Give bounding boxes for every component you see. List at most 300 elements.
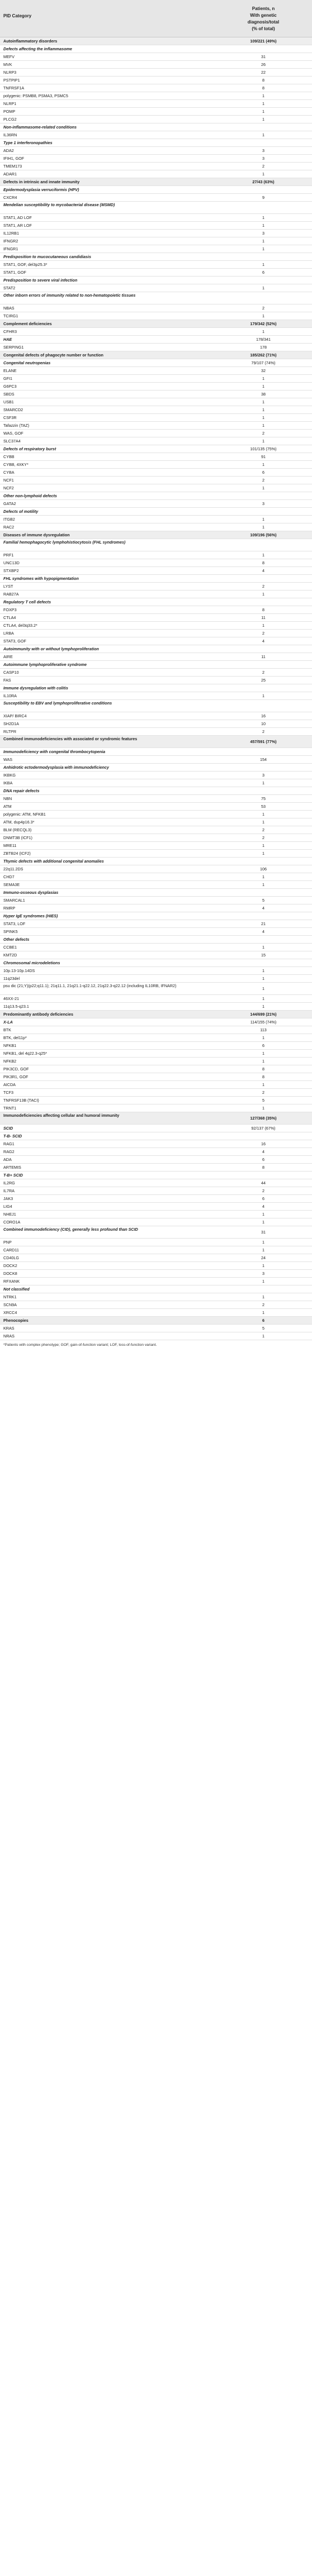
- row-label: STAT3, LOF: [3, 921, 26, 926]
- row-label: 46XX-21: [3, 996, 19, 1001]
- row-value: 10: [261, 721, 266, 726]
- row-value: 1: [262, 1035, 264, 1040]
- row-value: 22: [261, 70, 266, 75]
- row-label: STAT3, GOF: [3, 639, 26, 644]
- row-value: 1: [262, 223, 264, 228]
- gene-row: [0, 500, 312, 508]
- row-label: STXBP2: [3, 568, 19, 573]
- row-value: 38: [261, 392, 266, 397]
- row-value: 127/368 (35%): [250, 1116, 277, 1121]
- row-label: Defects in intrinsic and innate immunity: [3, 179, 80, 184]
- row-label: PLCG2: [3, 117, 17, 122]
- row-value: 1: [262, 968, 264, 973]
- row-label: Non-inflammasome-related conditions: [3, 125, 77, 130]
- row-label: NCF1: [3, 478, 14, 483]
- row-label: Other non-lymphoid defects: [3, 493, 57, 498]
- gene-row: [0, 795, 312, 803]
- row-label: XRCC4: [3, 1310, 17, 1315]
- gene-row: [0, 842, 312, 850]
- gene-row: [0, 1239, 312, 1246]
- row-value: 114/155 (74%): [250, 1020, 277, 1025]
- row-label: AICDA: [3, 1082, 16, 1087]
- row-label: TCIRG1: [3, 313, 18, 318]
- subcategory-row: [0, 139, 312, 147]
- subcategory-row: [0, 661, 312, 669]
- category-row: [0, 1317, 312, 1325]
- row-value: 53: [261, 804, 266, 809]
- row-label: Immunodeficiency with congenital thrombocytopenia: [3, 749, 106, 754]
- row-label: NRAS: [3, 1334, 15, 1339]
- subcategory-row: [0, 539, 312, 551]
- row-value: 26: [261, 62, 266, 67]
- row-value: 1: [262, 1082, 264, 1087]
- gene-row: [0, 873, 312, 881]
- row-value: 1: [262, 215, 264, 220]
- row-value: 1: [262, 101, 264, 106]
- row-value: 6: [262, 270, 264, 275]
- row-label: XIAP/ BIRC4: [3, 713, 27, 718]
- category-row: [0, 320, 312, 328]
- row-value: 2: [262, 827, 264, 832]
- row-label: MEFV: [3, 54, 15, 59]
- row-label: GFI1: [3, 376, 12, 381]
- patients-header-line2: With genetic: [250, 13, 277, 18]
- row-label: Defects of respiratory burst: [3, 446, 56, 451]
- gene-row: [0, 1262, 312, 1270]
- row-value: 109/196 (56%): [250, 532, 277, 537]
- row-label: CFHR3: [3, 329, 17, 334]
- row-label: MVK: [3, 62, 12, 67]
- row-label: IFNGR2: [3, 239, 18, 244]
- row-label: CARD11: [3, 1247, 19, 1253]
- gene-row: [0, 131, 312, 139]
- gene-row: [0, 92, 312, 100]
- subcategory-row: [0, 889, 312, 897]
- gene-row: [0, 1042, 312, 1050]
- row-value: 3: [262, 231, 264, 236]
- gene-row: [0, 803, 312, 811]
- gene-row: [0, 406, 312, 414]
- gene-row: [0, 865, 312, 873]
- row-label: Immunodeficiencies affecting cellular and humoral immunity: [3, 1113, 120, 1118]
- row-label: Not classified: [3, 1287, 30, 1292]
- subcategory-row: [0, 700, 312, 712]
- row-label: KRAS: [3, 1326, 15, 1331]
- table-body: [0, 37, 312, 1340]
- row-label: CTLA4, del3q33.2*: [3, 623, 37, 628]
- subcategory-row: [0, 445, 312, 453]
- gene-row: [0, 811, 312, 818]
- row-value: 31: [261, 1230, 266, 1235]
- pid-category-header: PID Category: [3, 13, 32, 18]
- gene-row: [0, 1058, 312, 1065]
- row-label: STAT1, GOF, del3p25.3*: [3, 262, 48, 267]
- row-value: 8: [262, 78, 264, 83]
- gene-row: [0, 944, 312, 951]
- row-label: ATM: [3, 804, 12, 809]
- gene-row: [0, 995, 312, 1003]
- row-label: NTRK1: [3, 1294, 17, 1299]
- row-label: ADA2: [3, 148, 14, 153]
- gene-row: [0, 779, 312, 787]
- row-label: CXCR4: [3, 195, 17, 200]
- row-label: polygenic: PSMB8, PSMA3, PSMC5: [3, 93, 68, 98]
- row-label: CYBA: [3, 470, 15, 475]
- row-value: 1: [262, 376, 264, 381]
- row-label: Type 1 interferonopathies: [3, 140, 53, 145]
- row-label: Diseases of immune dysregulation: [3, 532, 70, 537]
- gene-row: [0, 637, 312, 645]
- gene-row: [0, 1179, 312, 1187]
- row-label: FHL syndromes with hypopigmentation: [3, 576, 79, 581]
- row-value: 178/341: [256, 337, 271, 342]
- subcategory-row: [0, 186, 312, 194]
- row-value: 1: [262, 285, 264, 291]
- row-label: WAS: [3, 757, 13, 762]
- row-label: Complement deficiencies: [3, 321, 52, 326]
- row-label: 11q23del: [3, 976, 20, 981]
- subcategory-row: [0, 858, 312, 865]
- gene-row: [0, 1195, 312, 1203]
- row-value: 101/135 (75%): [250, 446, 277, 451]
- row-value: 185/262 (71%): [250, 353, 277, 358]
- row-value: 1: [262, 1310, 264, 1315]
- row-label: SCN9A: [3, 1302, 17, 1307]
- gene-row: [0, 170, 312, 178]
- row-value: 2: [262, 631, 264, 636]
- row-label: UNC13D: [3, 560, 20, 565]
- gene-row: [0, 1332, 312, 1340]
- row-label: CD40LG: [3, 1255, 19, 1260]
- row-label: ELANE: [3, 368, 17, 373]
- gene-row: [0, 1065, 312, 1073]
- row-label: PNP: [3, 1240, 12, 1245]
- subcategory-row: [0, 492, 312, 500]
- row-label: Congenital neutropenias: [3, 360, 51, 365]
- row-label: NFKB1, del 4q22.3-q25*: [3, 1051, 47, 1056]
- row-label: BTK: [3, 1027, 11, 1032]
- row-value: 4: [262, 929, 264, 934]
- gene-row: [0, 367, 312, 375]
- gene-row: [0, 1309, 312, 1317]
- row-label: Predominantly antibody deficiencies: [3, 1012, 74, 1017]
- row-value: 1: [262, 945, 264, 950]
- row-label: DOCK8: [3, 1271, 17, 1276]
- row-label: CSF3R: [3, 415, 17, 420]
- row-label: PRF1: [3, 553, 14, 558]
- row-value: 113: [260, 1027, 267, 1032]
- gene-row: [0, 477, 312, 484]
- row-label: MRE11: [3, 843, 17, 848]
- gene-row: [0, 1254, 312, 1262]
- row-value: 4: [262, 1149, 264, 1154]
- row-value: 6: [262, 1318, 264, 1323]
- row-value: 1: [262, 109, 264, 114]
- gene-row: [0, 1081, 312, 1089]
- row-value: 6: [262, 1196, 264, 1201]
- subcategory-row: [0, 787, 312, 795]
- row-label: JAK3: [3, 1196, 13, 1201]
- row-label: Epidermodysplasia verruciformis (HPV): [3, 187, 79, 192]
- row-value: 1: [262, 1004, 264, 1009]
- gene-row: [0, 437, 312, 445]
- row-label: T-B+ SCID: [3, 1173, 23, 1178]
- gene-row: [0, 1148, 312, 1156]
- row-value: 11: [261, 615, 266, 620]
- row-value: 1: [262, 329, 264, 334]
- row-value: 1: [262, 843, 264, 848]
- row-value: 2: [262, 670, 264, 675]
- row-label: IL12RB1: [3, 231, 19, 236]
- row-label: RLTPR: [3, 729, 17, 734]
- gene-row: [0, 304, 312, 312]
- row-label: IKBA: [3, 780, 13, 785]
- row-label: DNMT3B (ICF1): [3, 835, 32, 840]
- subcategory-row: [0, 1132, 312, 1140]
- row-label: AIRE: [3, 654, 13, 659]
- row-label: BLM (RECQL3): [3, 827, 32, 832]
- row-label: NHEJ1: [3, 1212, 16, 1217]
- row-label: ADA: [3, 1157, 12, 1162]
- subcategory-row: [0, 277, 312, 284]
- gene-row: [0, 1104, 312, 1112]
- row-label: polygenic: ATM, NFKB1: [3, 812, 46, 817]
- row-value: 109/221 (49%): [250, 39, 277, 44]
- row-label: CORO1A: [3, 1220, 21, 1225]
- gene-row: [0, 523, 312, 531]
- gene-row: [0, 622, 312, 630]
- gene-row: [0, 194, 312, 202]
- row-value: 1: [262, 407, 264, 412]
- row-value: 106: [260, 866, 267, 872]
- row-value: 1: [262, 1247, 264, 1253]
- row-value: 179/342 (52%): [250, 321, 277, 326]
- gene-row: [0, 108, 312, 116]
- row-value: 1: [262, 525, 264, 530]
- row-label: USB1: [3, 399, 14, 404]
- row-label: STAT1, GOF: [3, 270, 26, 275]
- row-value: 178: [260, 345, 267, 350]
- row-value: 154: [260, 757, 267, 762]
- row-value: 75: [261, 796, 266, 801]
- row-label: RAG2: [3, 1149, 15, 1154]
- row-label: STAT1, AD LOF: [3, 215, 32, 220]
- row-value: 1: [262, 1334, 264, 1339]
- subcategory-row: [0, 1018, 312, 1026]
- gene-row: [0, 453, 312, 461]
- row-label: SMARCAL1: [3, 898, 25, 903]
- row-label: SPINK5: [3, 929, 18, 934]
- row-label: CYBB: [3, 454, 15, 459]
- gene-row: [0, 826, 312, 834]
- category-row: [0, 37, 312, 45]
- row-value: 144/699 (21%): [250, 1012, 277, 1017]
- row-value: 16: [261, 713, 266, 718]
- row-label: POMP: [3, 109, 16, 114]
- row-label: SERPING1: [3, 345, 24, 350]
- row-label: ADAR1: [3, 172, 17, 177]
- row-value: 1: [262, 485, 264, 491]
- gene-row: [0, 214, 312, 222]
- row-value: 2: [262, 835, 264, 840]
- row-value: 21: [261, 921, 266, 926]
- gene-row: [0, 1034, 312, 1042]
- row-label: NLRP1: [3, 101, 17, 106]
- row-value: 1: [262, 1263, 264, 1268]
- gene-row: [0, 614, 312, 622]
- subcategory-row: [0, 123, 312, 131]
- gene-row: [0, 591, 312, 598]
- gene-row: [0, 1211, 312, 1218]
- row-value: 1: [262, 313, 264, 318]
- row-label: STAT1, AR LOF: [3, 223, 32, 228]
- row-value: 3: [262, 156, 264, 161]
- gene-row: [0, 1270, 312, 1278]
- gene-row: [0, 897, 312, 904]
- gene-row: [0, 230, 312, 237]
- subcategory-row: [0, 645, 312, 653]
- row-value: 2: [262, 1302, 264, 1307]
- row-value: 8: [262, 1074, 264, 1079]
- row-value: 8: [262, 85, 264, 91]
- row-value: 6: [262, 1043, 264, 1048]
- row-value: 1: [262, 1106, 264, 1111]
- row-value: 3: [262, 1271, 264, 1276]
- row-label: KMT2D: [3, 953, 17, 958]
- row-value: 2: [262, 431, 264, 436]
- patients-header-line1: Patients, n: [252, 6, 275, 11]
- subcategory-row: [0, 45, 312, 53]
- subcategory-row: [0, 748, 312, 756]
- subcategory-row: [0, 1125, 312, 1132]
- gene-row: [0, 951, 312, 959]
- gene-row: [0, 328, 312, 336]
- subcategory-row: [0, 508, 312, 516]
- row-value: 1: [262, 976, 264, 981]
- row-label: Combined immunodeficiency (CID), generally less profound than SCID: [3, 1227, 138, 1232]
- gene-row: [0, 69, 312, 77]
- gene-row: [0, 1203, 312, 1211]
- gene-row: [0, 606, 312, 614]
- row-value: 2: [262, 164, 264, 169]
- gene-row: [0, 312, 312, 320]
- row-label: ZBTB24 (ICF2): [3, 851, 31, 856]
- gene-row: [0, 284, 312, 292]
- subcategory-row: [0, 598, 312, 606]
- row-value: 1: [262, 462, 264, 467]
- gene-row: [0, 1218, 312, 1226]
- row-value: 8: [262, 1165, 264, 1170]
- gene-row: [0, 1246, 312, 1254]
- row-label: CHD7: [3, 874, 15, 879]
- row-value: 1: [262, 592, 264, 597]
- row-label: FOXP3: [3, 607, 17, 612]
- gene-row: [0, 567, 312, 575]
- row-value: 8: [262, 607, 264, 612]
- row-label: RAB27A: [3, 592, 19, 597]
- row-label: RAG1: [3, 1141, 15, 1146]
- row-value: 2: [262, 729, 264, 734]
- gene-row: [0, 1140, 312, 1148]
- row-value: 1: [262, 874, 264, 879]
- gene-row: [0, 1187, 312, 1195]
- gene-row: [0, 975, 312, 983]
- row-value: 5: [262, 1098, 264, 1103]
- row-label: RMRP: [3, 906, 16, 911]
- row-label: BTK, del11p*: [3, 1035, 27, 1040]
- row-value: 1: [262, 986, 264, 991]
- row-value: 4: [262, 906, 264, 911]
- row-label: NBAS: [3, 306, 15, 311]
- row-label: SH2D1A: [3, 721, 19, 726]
- gene-row: [0, 669, 312, 677]
- category-row: [0, 736, 312, 748]
- row-label: CYBB, 4XKY*: [3, 462, 29, 467]
- row-label: RFXANK: [3, 1279, 20, 1284]
- row-label: STAT2: [3, 285, 16, 291]
- row-value: 1: [262, 553, 264, 558]
- row-label: TNFRSF13B (TACI): [3, 1098, 39, 1103]
- gene-row: [0, 237, 312, 245]
- row-value: 44: [261, 1180, 266, 1185]
- subcategory-row: [0, 1285, 312, 1293]
- gene-row: [0, 551, 312, 559]
- gene-row: [0, 430, 312, 437]
- gene-row: [0, 818, 312, 826]
- row-label: Autoinflammatory disorders: [3, 39, 58, 44]
- row-value: 3: [262, 148, 264, 153]
- gene-row: [0, 1097, 312, 1104]
- patients-header: [218, 6, 309, 32]
- patients-header-line3: diagnosis/total: [247, 20, 280, 25]
- row-label: TRNT1: [3, 1106, 17, 1111]
- gene-row: [0, 269, 312, 277]
- row-label: Chromosomal microdeletions: [3, 960, 60, 965]
- row-label: PIK3R1, GOF: [3, 1074, 29, 1079]
- row-value: 1: [262, 262, 264, 267]
- row-value: 1: [262, 239, 264, 244]
- row-value: 1: [262, 882, 264, 887]
- gene-row: [0, 53, 312, 61]
- row-label: Combined immunodeficiencies with associated or syndromic features: [3, 736, 138, 741]
- gene-row: [0, 261, 312, 269]
- gene-row: [0, 147, 312, 155]
- row-label: PIK3CD, GOF: [3, 1066, 29, 1072]
- row-value: 8: [262, 560, 264, 565]
- row-label: LYST: [3, 584, 13, 589]
- gene-row: [0, 1293, 312, 1301]
- gene-row: [0, 720, 312, 728]
- row-label: psu dic (21;Y)(p22;q11.1); 21q11.1, 21q21.1-q22.12, 21q22.3-q22.12 (including IL10RB, IFNAR2): [3, 983, 177, 988]
- gene-row: [0, 728, 312, 736]
- row-value: 1: [262, 820, 264, 825]
- gene-row: [0, 344, 312, 351]
- row-label: CCBE1: [3, 945, 17, 950]
- row-value: 1: [262, 1240, 264, 1245]
- gene-row: [0, 1164, 312, 1172]
- gene-row: [0, 772, 312, 779]
- subcategory-row: [0, 959, 312, 967]
- category-row: [0, 351, 312, 359]
- gene-row: [0, 1278, 312, 1285]
- table-footnote: *Patients with complex phenotype; GOF, gain-of-function variant; LOF, loss-of-function variant.: [3, 1343, 157, 1347]
- gene-row: [0, 1026, 312, 1034]
- gene-row: [0, 383, 312, 391]
- gene-row: [0, 84, 312, 92]
- row-label: WAS, GOF: [3, 431, 23, 436]
- row-value: 31: [261, 54, 266, 59]
- subcategory-row: [0, 575, 312, 583]
